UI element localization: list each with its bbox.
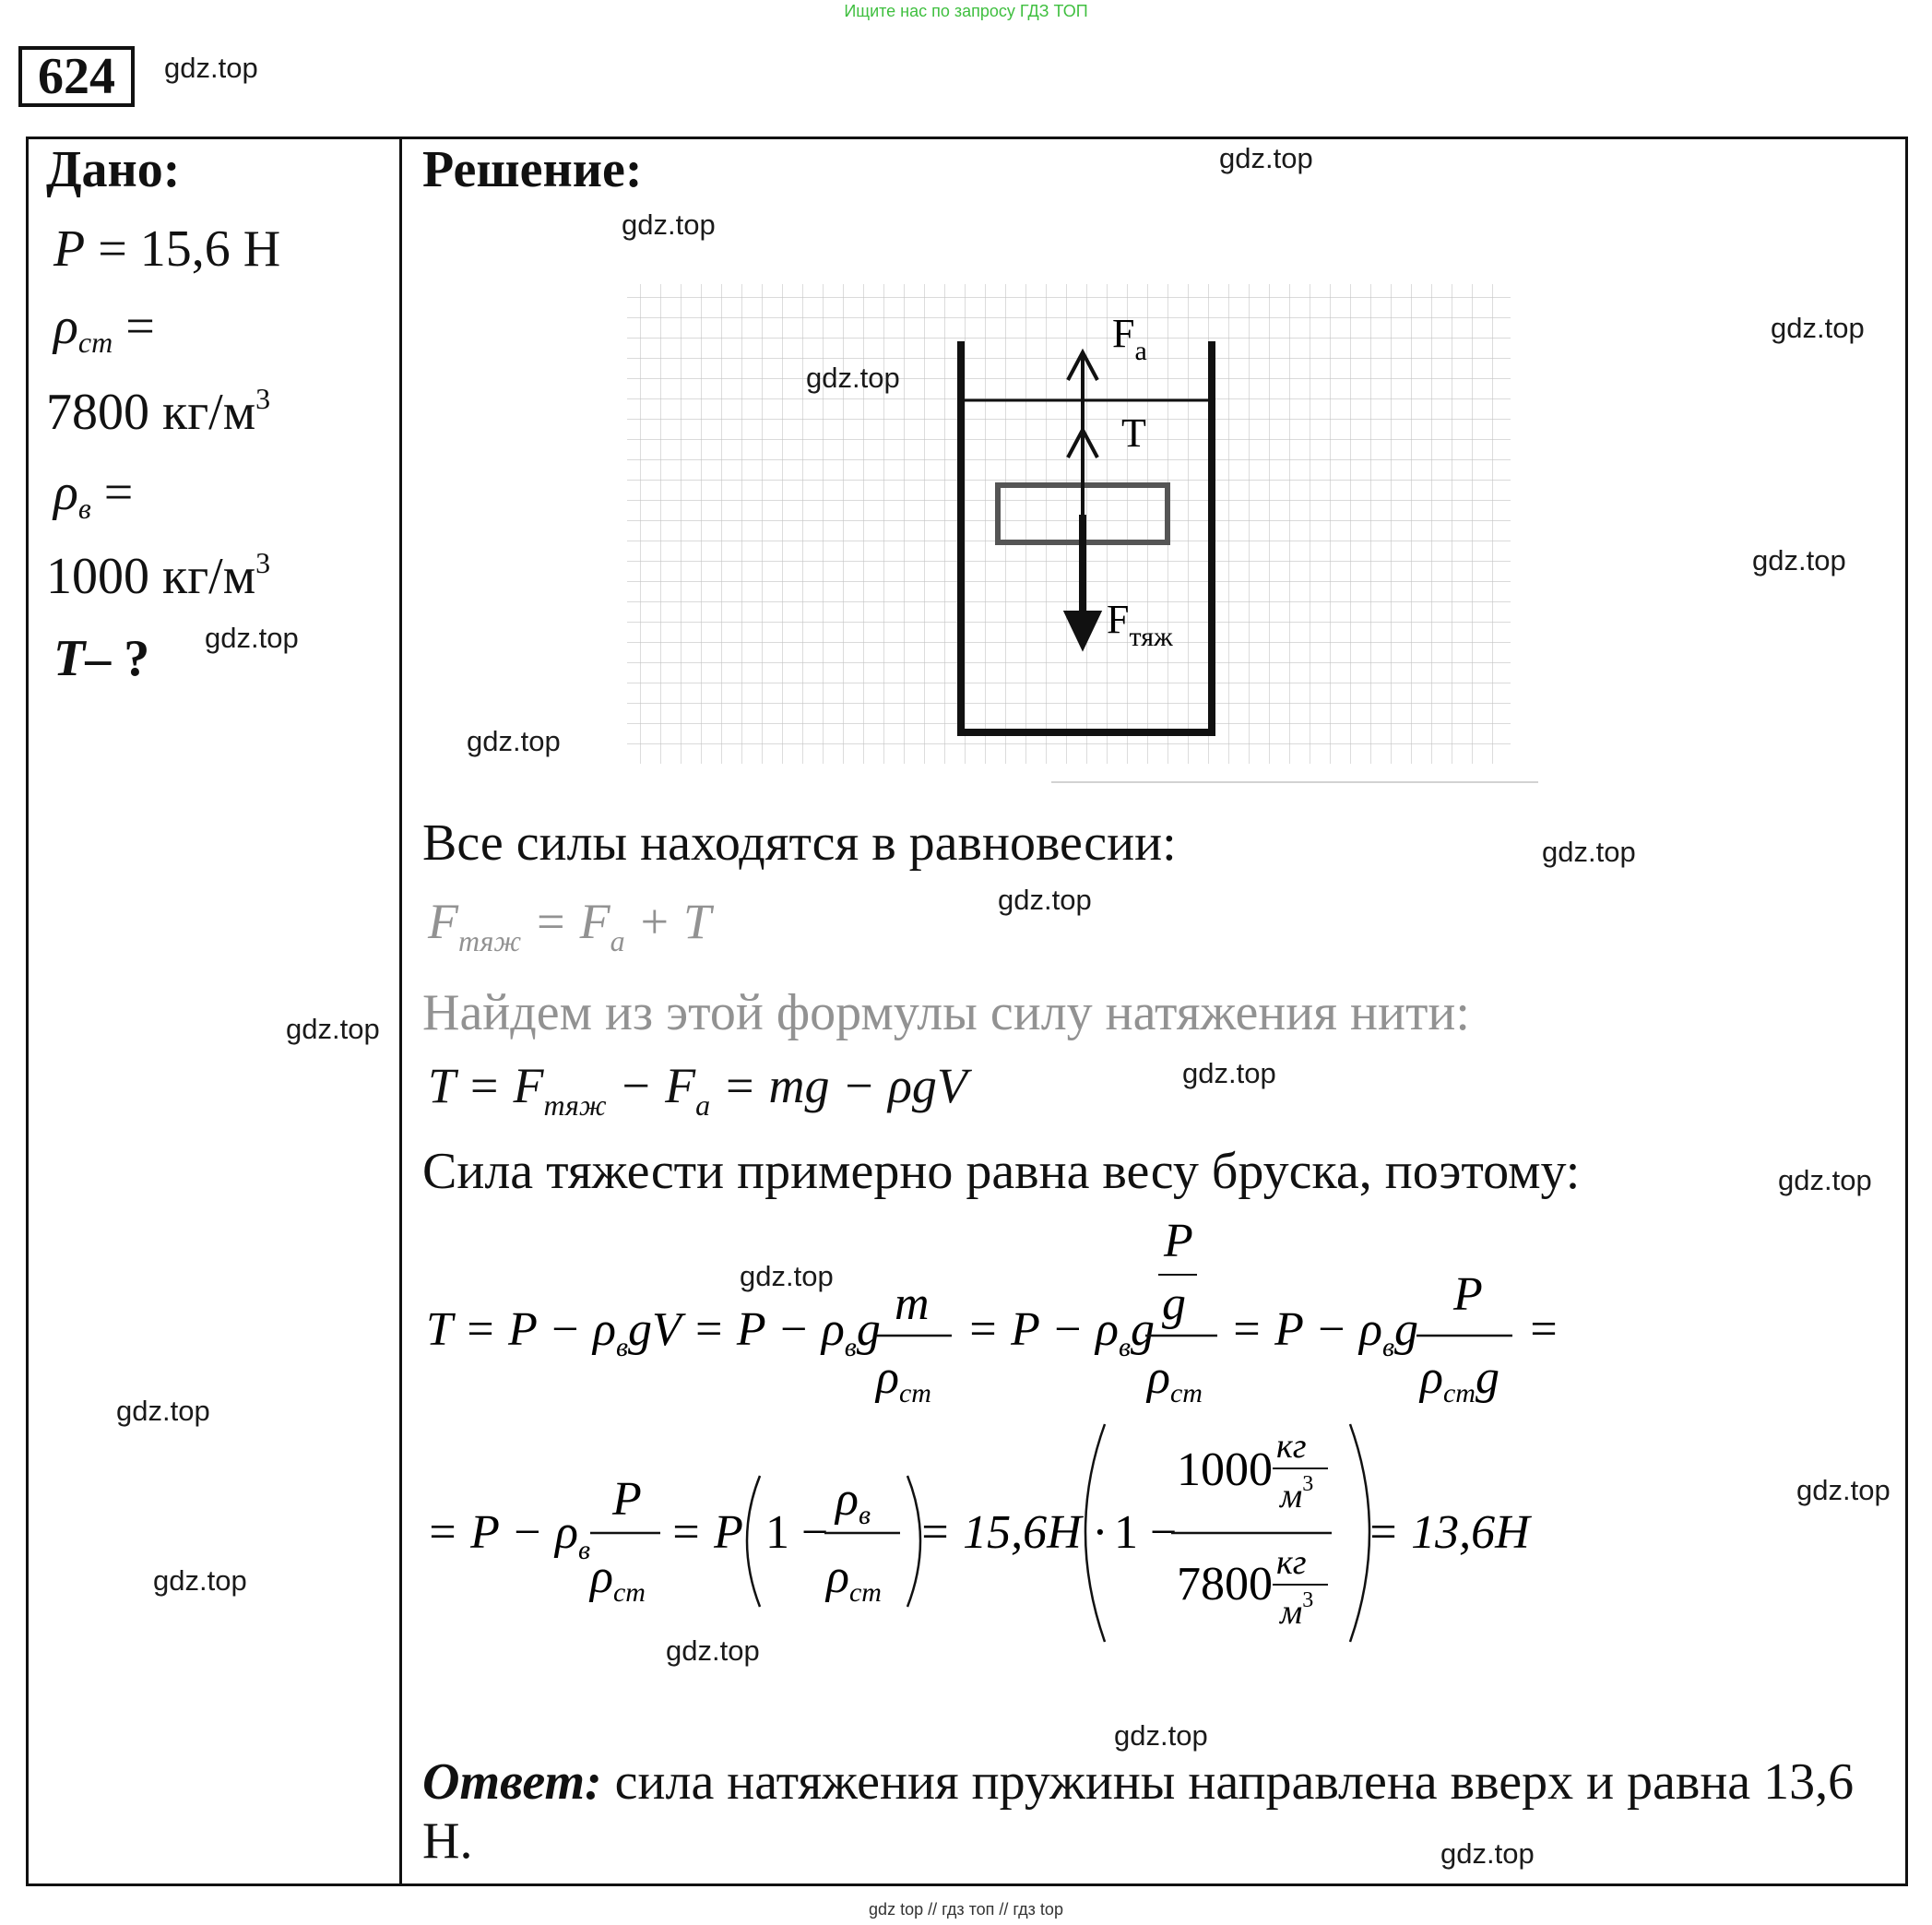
svg-text:=: = xyxy=(1527,1303,1560,1356)
watermark: gdz.top xyxy=(740,1260,834,1292)
tension-formula: $T = F_{тяж} - F_a$ = mg − ρgV xyxy=(428,1058,967,1122)
grid-background xyxy=(627,284,1511,764)
svg-text:m: m xyxy=(895,1277,930,1330)
svg-text:ρв: ρв xyxy=(836,1473,871,1530)
watermark: gdz.top xyxy=(622,208,716,241)
given-steel-density-label: $\rho_{ст}$ = xyxy=(53,298,155,359)
watermark: gdz.top xyxy=(1440,1837,1535,1870)
promo-banner[interactable]: Ищите нас по запросу ГДЗ ТОП xyxy=(844,2,1088,20)
given-title: Дано: xyxy=(46,141,181,198)
answer: Ответ: сила натяжения пружины направлена вверх и равна 13,6 Н. xyxy=(422,1753,1855,1870)
watermark: gdz.top xyxy=(1752,544,1846,576)
svg-text:1 −: 1 − xyxy=(1114,1506,1178,1559)
watermark: gdz.top xyxy=(1796,1474,1891,1506)
svg-text:1000: 1000 xyxy=(1177,1444,1273,1496)
svg-text:м3: $м^3$ xyxy=(1280,1588,1314,1632)
column-divider xyxy=(399,137,402,1886)
force-diagram xyxy=(599,277,1540,793)
gravity-text: Сила тяжести примерно равна весу бруска, поэтому: xyxy=(422,1143,1581,1200)
label-fa: $F_a$ xyxy=(1112,311,1147,366)
svg-text:T = P − ρвgV = P − ρвg: $T = P - \rho_вgV = P - \rho_вg$ xyxy=(426,1303,881,1362)
svg-text:= P: = P xyxy=(670,1506,743,1559)
watermark: gdz.top xyxy=(998,884,1092,916)
given-water-density-label: $\rho_в$ = xyxy=(53,464,134,525)
watermark: gdz.top xyxy=(1219,142,1313,174)
footer-links[interactable]: gdz top // гдз топ // гдз top xyxy=(869,1900,1063,1919)
svg-text:P: P xyxy=(612,1473,642,1526)
svg-text:= 13,6H: = 13,6H xyxy=(1367,1506,1530,1559)
given-unknown: T– ? xyxy=(53,630,150,687)
site-label: gdz.top xyxy=(164,52,258,84)
solution-title: Решение: xyxy=(422,141,643,198)
svg-text:ρст: ρст xyxy=(590,1551,646,1608)
svg-text:P: P xyxy=(1164,1215,1193,1267)
svg-text:ρст: ρст xyxy=(826,1551,882,1608)
watermark: gdz.top xyxy=(1182,1057,1276,1089)
watermark: gdz.top xyxy=(666,1634,760,1667)
formula-row-3 xyxy=(415,1208,1577,1411)
equilibrium-formula: $F_{тяж} = F_a + T$ xyxy=(428,894,712,957)
equilibrium-text: Все силы находятся в равновесии: xyxy=(422,814,1177,872)
svg-text:ρст: ρст xyxy=(876,1351,931,1408)
given-steel-density-value: 7800 $кг/м^3$ xyxy=(46,382,271,441)
watermark: gdz.top xyxy=(806,362,900,394)
watermark: gdz.top xyxy=(467,725,561,757)
svg-text:кг: кг xyxy=(1276,1543,1307,1582)
watermark: gdz.top xyxy=(1771,312,1865,344)
svg-text:м3: $м^3$ xyxy=(1280,1472,1314,1515)
svg-text:= P − ρв: = $P - \rho_в$ xyxy=(426,1506,590,1565)
svg-text:ρстg: ρстg xyxy=(1420,1351,1499,1408)
given-weight: P = 15,6 Н xyxy=(53,220,281,278)
watermark: gdz.top xyxy=(1542,836,1636,868)
given-water-density-value: 1000 $кг/м^3$ xyxy=(46,546,271,605)
watermark: gdz.top xyxy=(205,622,299,654)
svg-text:кг: кг xyxy=(1276,1427,1307,1466)
svg-text:= 15,6H ·: = 15,6H · xyxy=(919,1506,1106,1559)
svg-text:1 −: 1 − xyxy=(765,1506,829,1559)
watermark: gdz.top xyxy=(1114,1719,1208,1752)
watermark: gdz.top xyxy=(153,1564,247,1597)
find-tension-text: Найдем из этой формулы силу натяжения нити: xyxy=(422,984,1470,1041)
problem-number: 624 xyxy=(18,46,135,107)
label-ftyazh: $F_{тяж}$ xyxy=(1107,597,1173,652)
svg-text:= P − ρвg: = $P - \rho_вg$ xyxy=(1230,1303,1418,1362)
svg-text:P: P xyxy=(1453,1268,1483,1321)
watermark: gdz.top xyxy=(286,1013,380,1045)
label-t: T xyxy=(1121,410,1146,456)
svg-text:7800: 7800 xyxy=(1177,1558,1273,1610)
watermark: gdz.top xyxy=(116,1395,210,1427)
svg-text:ρст: ρст xyxy=(1147,1351,1203,1408)
svg-text:= P − ρвg: = $P - \rho_вg$ xyxy=(966,1303,1155,1362)
watermark: gdz.top xyxy=(1778,1164,1872,1196)
formula-row-4 xyxy=(415,1411,1577,1651)
svg-text:g: g xyxy=(1162,1277,1186,1330)
